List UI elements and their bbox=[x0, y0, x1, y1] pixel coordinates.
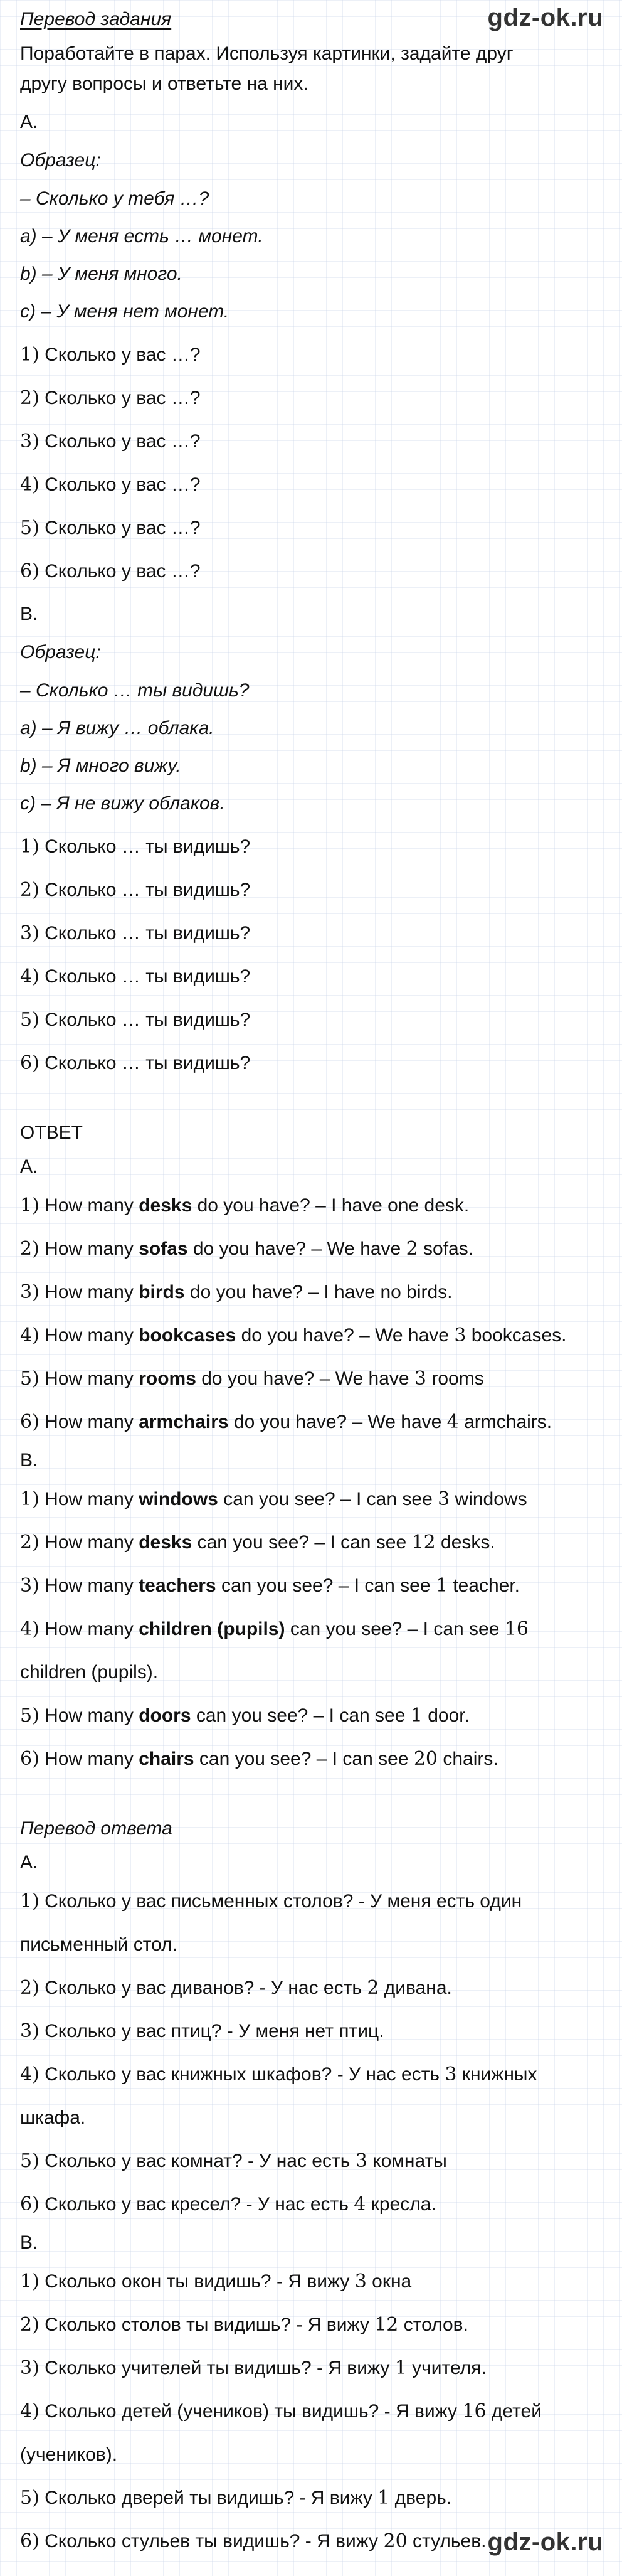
sample-line: a) – У меня есть … монет. bbox=[20, 226, 263, 247]
item-text: Сколько детей (учеников) ты видишь? - Я вижу bbox=[39, 2401, 463, 2422]
item-number: 2) bbox=[20, 1531, 40, 1553]
item-text: кресла. bbox=[366, 2194, 436, 2215]
keyword: teachers bbox=[139, 1575, 216, 1596]
answer-translation-section bbox=[20, 1812, 602, 2563]
item-text: How many bbox=[39, 1705, 139, 1726]
item-number: 3) bbox=[20, 1575, 40, 1597]
item-text: rooms bbox=[426, 1368, 484, 1389]
item-text: do you have? – I have one desk. bbox=[192, 1195, 470, 1216]
sample-line: – Сколько у тебя …? bbox=[20, 188, 209, 209]
item-number: 16 bbox=[504, 1618, 529, 1640]
item-text: How many bbox=[39, 1238, 139, 1259]
item-number: 6) bbox=[20, 2530, 40, 2552]
translation-item-continued: письменный стол. bbox=[20, 1934, 178, 1955]
translation-item bbox=[20, 2346, 602, 2390]
instruction-line: другу вопросы и ответьте на них. bbox=[20, 73, 308, 94]
part-a-label: A. bbox=[20, 1156, 38, 1177]
item-text: Сколько у вас кресел? - У нас есть bbox=[39, 2194, 354, 2215]
item-text: do you have? – We have bbox=[236, 1325, 455, 1346]
item-number: 16 bbox=[462, 2400, 487, 2422]
item-number: 4 bbox=[354, 2193, 366, 2215]
keyword: sofas bbox=[139, 1238, 188, 1259]
item-number: 4) bbox=[20, 474, 40, 496]
translation-item bbox=[20, 2053, 602, 2096]
answer-heading: ОТВЕТ bbox=[20, 1122, 83, 1143]
sample-line: c) – У меня нет монет. bbox=[20, 301, 229, 322]
item-text: Сколько у вас письменных столов? - У меня есть один bbox=[39, 1891, 522, 1912]
answer-item bbox=[20, 1270, 602, 1314]
item-text: How many bbox=[39, 1489, 139, 1509]
item-number: 3) bbox=[20, 2357, 40, 2379]
item-text: Сколько у вас …? bbox=[39, 561, 201, 582]
item-text: стульев. bbox=[407, 2531, 487, 2552]
item-number: 3 bbox=[414, 1368, 426, 1390]
item-number: 6) bbox=[20, 1052, 40, 1074]
keyword: bookcases bbox=[139, 1325, 236, 1346]
instruction-line: Поработайте в парах. Используя картинки, задайте друг bbox=[20, 43, 514, 64]
item-number: 3 bbox=[454, 1324, 467, 1346]
keyword: birds bbox=[139, 1282, 185, 1302]
item-text: How many bbox=[39, 1619, 139, 1639]
translation-item bbox=[20, 2260, 602, 2303]
sample-label: Образец: bbox=[20, 642, 101, 663]
item-number: 1) bbox=[20, 1488, 40, 1510]
item-text: Сколько у вас …? bbox=[39, 388, 201, 408]
item-text: Сколько … ты видишь? bbox=[39, 1053, 251, 1073]
item-number: 6) bbox=[20, 1748, 40, 1770]
item-number: 1 bbox=[377, 2487, 390, 2509]
item-text: Сколько … ты видишь? bbox=[39, 966, 251, 987]
item-text: How many bbox=[39, 1532, 139, 1553]
answer-item-continued: children (pupils). bbox=[20, 1662, 159, 1683]
item-number: 4) bbox=[20, 2063, 40, 2085]
item-text: комнаты bbox=[367, 2151, 447, 2171]
item-number: 4) bbox=[20, 1324, 40, 1346]
item-text: дивана. bbox=[379, 1977, 452, 1998]
answer-item bbox=[20, 1314, 602, 1357]
answer-item bbox=[20, 1737, 602, 1780]
answer-item bbox=[20, 1184, 602, 1227]
item-number: 1) bbox=[20, 2270, 40, 2292]
item-text: Сколько учителей ты видишь? - Я вижу bbox=[39, 2358, 395, 2378]
site-watermark-bottom: gdz-ok.ru bbox=[487, 2528, 603, 2556]
spacer bbox=[20, 1085, 602, 1116]
item-text: How many bbox=[39, 1195, 139, 1216]
item-number: 5) bbox=[20, 1009, 40, 1031]
translation-item bbox=[20, 2390, 602, 2433]
item-number: 1 bbox=[410, 1705, 423, 1727]
item-number: 5) bbox=[20, 1368, 40, 1390]
item-number: 2) bbox=[20, 1977, 40, 1999]
keyword: armchairs bbox=[139, 1412, 229, 1432]
item-text: детей bbox=[486, 2401, 542, 2422]
item-text: How many bbox=[39, 1412, 139, 1432]
item-number: 6) bbox=[20, 560, 40, 582]
item-number: 5) bbox=[20, 2487, 40, 2509]
question-item bbox=[20, 550, 602, 593]
item-text: do you have? – I have no birds. bbox=[184, 1282, 453, 1302]
item-number: 2) bbox=[20, 387, 40, 409]
item-number: 3) bbox=[20, 430, 40, 452]
item-text: teacher. bbox=[447, 1575, 520, 1596]
item-number: 4) bbox=[20, 1618, 40, 1640]
part-b-label: B. bbox=[20, 2232, 38, 2253]
item-text: Сколько … ты видишь? bbox=[39, 880, 251, 900]
item-number: 1 bbox=[394, 2357, 407, 2379]
item-number: 3 bbox=[445, 2063, 457, 2085]
question-item bbox=[20, 420, 602, 463]
part-a-label: A. bbox=[20, 1852, 38, 1873]
item-text: How many bbox=[39, 1748, 139, 1769]
item-text: Сколько … ты видишь? bbox=[39, 923, 251, 944]
sample-line: c) – Я не вижу облаков. bbox=[20, 793, 225, 814]
item-number: 3 bbox=[355, 2150, 367, 2172]
part-b-label: B. bbox=[20, 1450, 38, 1471]
translation-item bbox=[20, 2139, 602, 2183]
item-number: 1 bbox=[435, 1575, 448, 1597]
answer-item bbox=[20, 1357, 602, 1400]
item-number: 5) bbox=[20, 1705, 40, 1727]
translation-item-continued: (учеников). bbox=[20, 2444, 118, 2465]
task-translation-heading: Перевод задания bbox=[20, 9, 172, 29]
item-number: 1) bbox=[20, 344, 40, 366]
item-text: door. bbox=[422, 1705, 470, 1726]
item-text: книжных bbox=[456, 2064, 537, 2085]
question-item bbox=[20, 376, 602, 420]
item-number: 5) bbox=[20, 517, 40, 539]
translation-item bbox=[20, 2476, 602, 2520]
item-text: Сколько … ты видишь? bbox=[39, 1009, 251, 1030]
item-text: armchairs. bbox=[458, 1412, 552, 1432]
item-number: 5) bbox=[20, 2150, 40, 2172]
item-number: 20 bbox=[383, 2530, 408, 2552]
translation-item bbox=[20, 2183, 602, 2226]
item-text: Сколько дверей ты видишь? - Я вижу bbox=[39, 2488, 378, 2508]
content bbox=[20, 0, 602, 2563]
item-text: дверь. bbox=[389, 2488, 452, 2508]
answer-item bbox=[20, 1477, 602, 1521]
item-text: Сколько окон ты видишь? - Я вижу bbox=[39, 2271, 355, 2292]
item-text: Сколько у вас диванов? - У нас есть bbox=[39, 1977, 367, 1998]
answer-item bbox=[20, 1521, 602, 1564]
item-number: 2 bbox=[406, 1238, 418, 1260]
item-text: do you have? – We have bbox=[196, 1368, 414, 1389]
question-item bbox=[20, 825, 602, 868]
site-watermark: gdz-ok.ru bbox=[487, 4, 603, 31]
keyword: children (pupils) bbox=[139, 1619, 285, 1639]
item-text: Сколько у вас комнат? - У нас есть bbox=[39, 2151, 356, 2171]
item-text: Сколько у вас …? bbox=[39, 474, 201, 495]
sample-line: a) – Я вижу … облака. bbox=[20, 718, 214, 738]
item-text: Сколько у вас …? bbox=[39, 518, 201, 538]
translation-item-continued: шкафа. bbox=[20, 2107, 86, 2128]
translation-item bbox=[20, 2009, 602, 2053]
translation-item bbox=[20, 2303, 602, 2346]
item-text: can you see? – I can see bbox=[192, 1532, 412, 1553]
item-text: can you see? – I can see bbox=[191, 1705, 411, 1726]
item-number: 6) bbox=[20, 1411, 40, 1433]
item-text: How many bbox=[39, 1325, 139, 1346]
item-number: 20 bbox=[413, 1748, 438, 1770]
item-text: How many bbox=[39, 1575, 139, 1596]
item-text: can you see? – I can see bbox=[216, 1575, 436, 1596]
answer-item bbox=[20, 1607, 602, 1651]
item-number: 3) bbox=[20, 1281, 40, 1303]
item-text: do you have? – We have bbox=[228, 1412, 447, 1432]
answer-item bbox=[20, 1227, 602, 1270]
keyword: chairs bbox=[139, 1748, 194, 1769]
item-text: How many bbox=[39, 1282, 139, 1302]
question-item bbox=[20, 998, 602, 1041]
keyword: rooms bbox=[139, 1368, 196, 1389]
item-number: 3 bbox=[438, 1488, 450, 1510]
answer-translation-heading: Перевод ответа bbox=[20, 1818, 172, 1839]
item-number: 2) bbox=[20, 2314, 40, 2336]
item-text: столов. bbox=[398, 2314, 468, 2335]
item-text: windows bbox=[450, 1489, 527, 1509]
keyword: desks bbox=[139, 1532, 192, 1553]
item-number: 3) bbox=[20, 2020, 40, 2042]
item-number: 2) bbox=[20, 1238, 40, 1260]
item-number: 2) bbox=[20, 879, 40, 901]
item-number: 1) bbox=[20, 1890, 40, 1912]
sample-label: Образец: bbox=[20, 150, 101, 171]
item-number: 4) bbox=[20, 2400, 40, 2422]
translation-item bbox=[20, 1966, 602, 2009]
item-number: 4 bbox=[446, 1411, 459, 1433]
item-text: Сколько у вас …? bbox=[39, 431, 201, 452]
item-number: 4) bbox=[20, 966, 40, 987]
item-text: How many bbox=[39, 1368, 139, 1389]
item-number: 1) bbox=[20, 1195, 40, 1216]
item-text: chairs. bbox=[438, 1748, 498, 1769]
item-number: 12 bbox=[374, 2314, 399, 2336]
item-text: do you have? – We have bbox=[187, 1238, 406, 1259]
spacer bbox=[20, 1780, 602, 1812]
answer-item bbox=[20, 1694, 602, 1737]
part-a-label: A. bbox=[20, 112, 38, 132]
item-text: Сколько … ты видишь? bbox=[39, 836, 251, 857]
item-text: Сколько у вас …? bbox=[39, 344, 201, 365]
item-text: Сколько столов ты видишь? - Я вижу bbox=[39, 2314, 375, 2335]
item-text: учителя. bbox=[406, 2358, 487, 2378]
question-item bbox=[20, 955, 602, 998]
keyword: doors bbox=[139, 1705, 191, 1726]
question-item bbox=[20, 463, 602, 506]
question-item bbox=[20, 506, 602, 550]
item-text: окна bbox=[366, 2271, 412, 2292]
item-text: can you see? – I can see bbox=[285, 1619, 505, 1639]
keyword: desks bbox=[139, 1195, 192, 1216]
item-text: can you see? – I can see bbox=[194, 1748, 414, 1769]
sample-line: b) – У меня много. bbox=[20, 263, 182, 284]
item-number: 3 bbox=[354, 2270, 367, 2292]
item-text: bookcases. bbox=[466, 1325, 567, 1346]
task-translation-section bbox=[20, 0, 602, 1085]
item-text: Сколько стульев ты видишь? - Я вижу bbox=[39, 2531, 384, 2552]
answer-item bbox=[20, 1564, 602, 1607]
question-item bbox=[20, 333, 602, 376]
translation-item bbox=[20, 1880, 602, 1923]
answer-item bbox=[20, 1400, 602, 1444]
question-item bbox=[20, 912, 602, 955]
item-text: Сколько у вас птиц? - У меня нет птиц. bbox=[39, 2021, 384, 2041]
item-text: Сколько у вас книжных шкафов? - У нас есть bbox=[39, 2064, 445, 2085]
item-number: 3) bbox=[20, 922, 40, 944]
part-b-label: B. bbox=[20, 604, 38, 624]
sample-line: – Сколько … ты видишь? bbox=[20, 680, 250, 701]
item-number: 2 bbox=[367, 1977, 379, 1999]
item-number: 6) bbox=[20, 2193, 40, 2215]
item-text: desks. bbox=[435, 1532, 495, 1553]
sample-line: b) – Я много вижу. bbox=[20, 755, 181, 776]
answer-section bbox=[20, 1116, 602, 1780]
item-text: can you see? – I can see bbox=[218, 1489, 438, 1509]
item-number: 1) bbox=[20, 836, 40, 858]
question-item bbox=[20, 868, 602, 912]
keyword: windows bbox=[139, 1489, 218, 1509]
item-text: sofas. bbox=[418, 1238, 474, 1259]
item-number: 12 bbox=[411, 1531, 436, 1553]
question-item bbox=[20, 1041, 602, 1085]
